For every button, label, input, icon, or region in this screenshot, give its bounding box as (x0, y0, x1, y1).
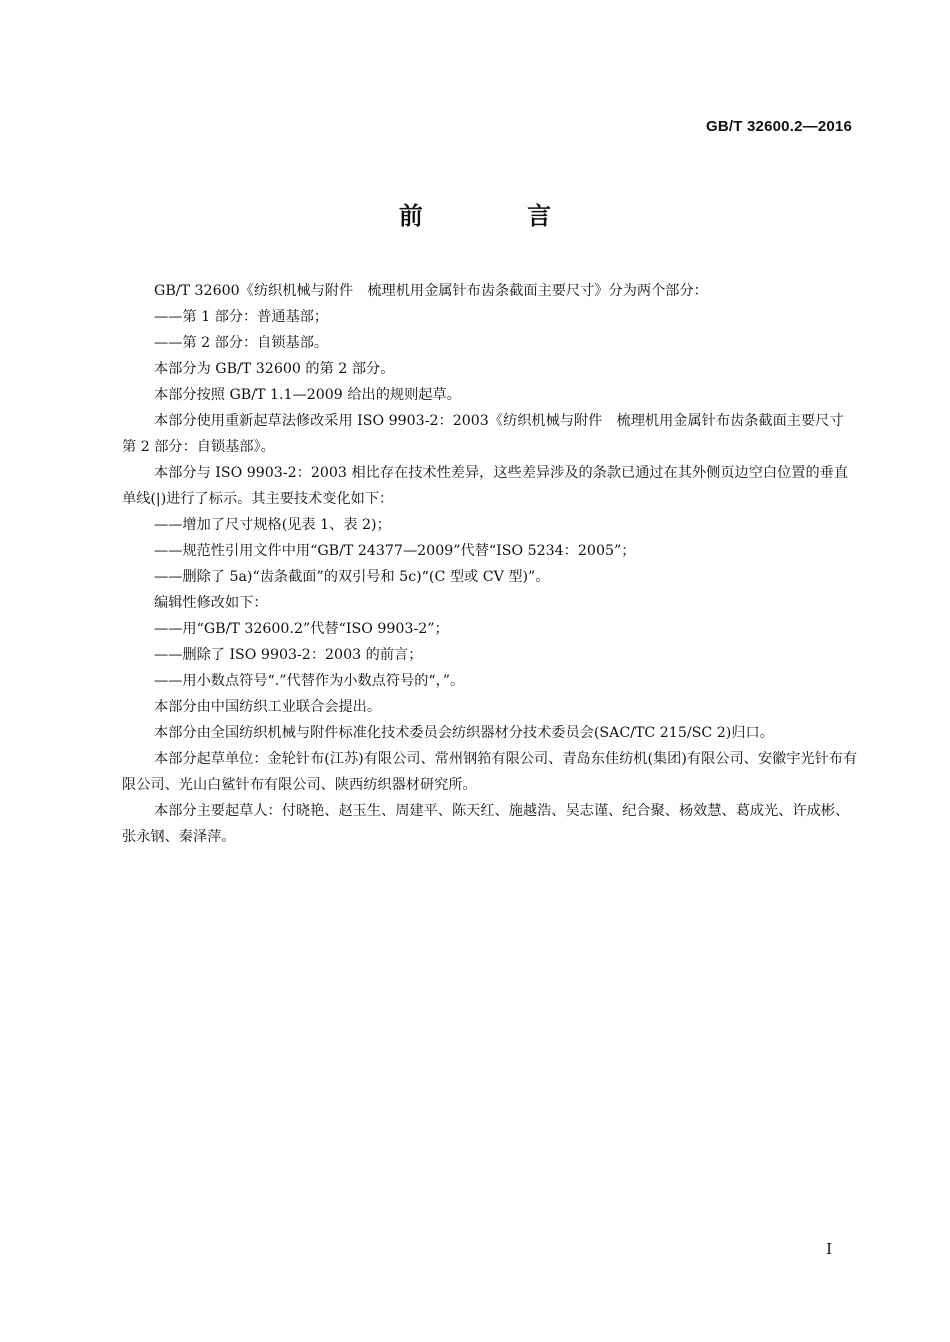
paragraph: 本部分为 GB/T 32600 的第 2 部分。 (154, 361, 395, 377)
paragraph: 本部分由全国纺织机械与附件标准化技术委员会纺织器材分技术委员会(SAC/TC 215/SC 2)归口。 (154, 725, 774, 741)
list-item: ——用小数点符号“.”代替作为小数点符号的“，”。 (154, 673, 465, 689)
list-item: ——第 1 部分：普通基部； (154, 309, 329, 325)
page-number: I (826, 1240, 832, 1258)
page-title: 前 言 (398, 201, 600, 230)
paragraph: 本部分使用重新起草法修改采用 ISO 9903-2：2003《纺织机械与附件 梳理机用金属针布齿条截面主要尺寸 第 2 部分：自锁基部》。 (122, 413, 858, 455)
paragraph: 本部分由中国纺织工业联合会提出。 (154, 699, 382, 715)
list-item: ——第 2 部分：自锁基部。 (154, 335, 329, 351)
paragraph: 本部分主要起草人：付晓艳、赵玉生、周建平、陈天红、施越浩、吴志谨、纪合聚、杨效慧、葛成光、许成彬、张永钢、秦泽萍。 (122, 803, 850, 845)
paragraph: 本部分与 ISO 9903-2：2003 相比存在技术性差异，这些差异涉及的条款已通过在其外侧页边空白位置的垂直单线(|)进行了标示。其主要技术变化如下： (122, 465, 849, 507)
paragraph: 编辑性修改如下： (154, 595, 268, 611)
list-item: ——用“GB/T 32600.2”代替“ISO 9903-2”； (154, 621, 449, 637)
paragraph: 本部分起草单位：金轮针布(江苏)有限公司、常州钢筘有限公司、青岛东佳纺机(集团)有限公司、安徽宇光针布有限公司、光山白鲨针布有限公司、陕西纺织器材研究所。 (122, 751, 858, 793)
list-item: ——增加了尺寸规格(见表 1、表 2)； (154, 517, 391, 533)
paragraph: 本部分按照 GB/T 1.1—2009 给出的规则起草。 (154, 387, 461, 403)
list-item: ——删除了 ISO 9903-2：2003 的前言； (154, 647, 423, 663)
list-item: ——删除了 5a)“齿条截面”的双引号和 5c)“(C 型或 CV 型)”。 (154, 569, 550, 585)
foreword-body (122, 278, 860, 850)
paragraph: GB/T 32600《纺织机械与附件 梳理机用金属针布齿条截面主要尺寸》分为两个部分： (154, 283, 708, 299)
list-item: ——规范性引用文件中用“GB/T 24377—2009”代替“ISO 5234：2005”； (154, 543, 636, 559)
standard-number: GB/T 32600.2—2016 (706, 118, 852, 135)
